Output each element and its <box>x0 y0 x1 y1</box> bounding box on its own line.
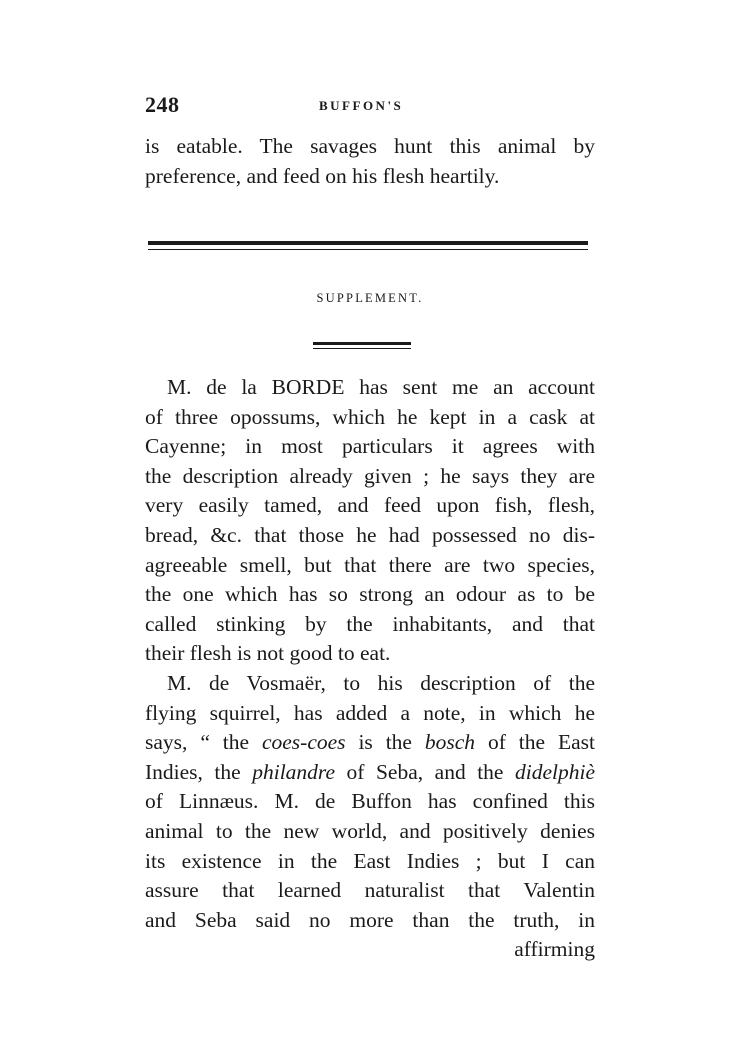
page-number: 248 <box>145 92 180 117</box>
title-rule-thin <box>313 348 411 349</box>
text-line <box>145 758 595 788</box>
text-line <box>145 728 595 758</box>
text-run: says, “ the <box>145 730 262 755</box>
italic-term: bosch <box>424 730 476 755</box>
text-line: of Linnæus. M. de Buffon has confined this <box>145 789 595 814</box>
italic-term: philandre <box>252 759 336 784</box>
text-run: Indies, the <box>145 759 253 784</box>
text-line: of three opossums, which he kept in a cask at <box>145 404 595 429</box>
text-line: very easily tamed, and feed upon fish, flesh, <box>145 493 595 518</box>
text-line: is eatable. The savages hunt this animal by <box>145 134 595 158</box>
continuation-text <box>145 132 595 191</box>
text-line: the one which has so strong an odour as to be <box>145 582 595 607</box>
section-divider-thin <box>148 249 588 250</box>
text-run: is the <box>345 730 425 755</box>
text-line: Cayenne; in most particulars it agrees with <box>145 434 595 459</box>
text-line: its existence in the East Indies ; but I can <box>145 848 595 873</box>
catchword: affirming <box>514 937 595 962</box>
text-line: animal to the new world, and positively denies <box>145 818 595 843</box>
text-line: bread, &c. that those he had possessed no dis- <box>145 522 595 547</box>
title-rule-thick <box>313 342 411 345</box>
running-head: BUFFON'S <box>319 98 404 113</box>
text-line: agreeable smell, but that there are two species, <box>145 552 595 577</box>
text-line: preference, and feed on his flesh heartily. <box>145 163 500 188</box>
text-line: the description already given ; he says they are <box>145 463 595 488</box>
text-line: their flesh is not good to eat. <box>145 641 391 666</box>
text-line: assure that learned naturalist that Valentin <box>145 878 595 903</box>
italic-term: didelphiè <box>515 759 596 784</box>
italic-term: coes-coes <box>261 730 346 755</box>
text-line: and Seba said no more than the truth, in <box>145 907 595 932</box>
page-header <box>145 92 595 126</box>
text-line: M. de la BORDE has sent me an account <box>167 375 595 399</box>
section-title: SUPPLEMENT. <box>316 291 424 305</box>
text-line: flying squirrel, has added a note, in which he <box>145 700 595 725</box>
text-run: of Seba, and the <box>335 759 515 784</box>
section-divider-thick <box>148 241 588 245</box>
book-page <box>145 92 596 962</box>
body-text <box>145 373 595 965</box>
text-line: M. de Vosmaër, to his description of the <box>167 670 595 695</box>
text-line: called stinking by the inhabitants, and that <box>145 611 595 636</box>
text-run: of the East <box>475 730 595 755</box>
